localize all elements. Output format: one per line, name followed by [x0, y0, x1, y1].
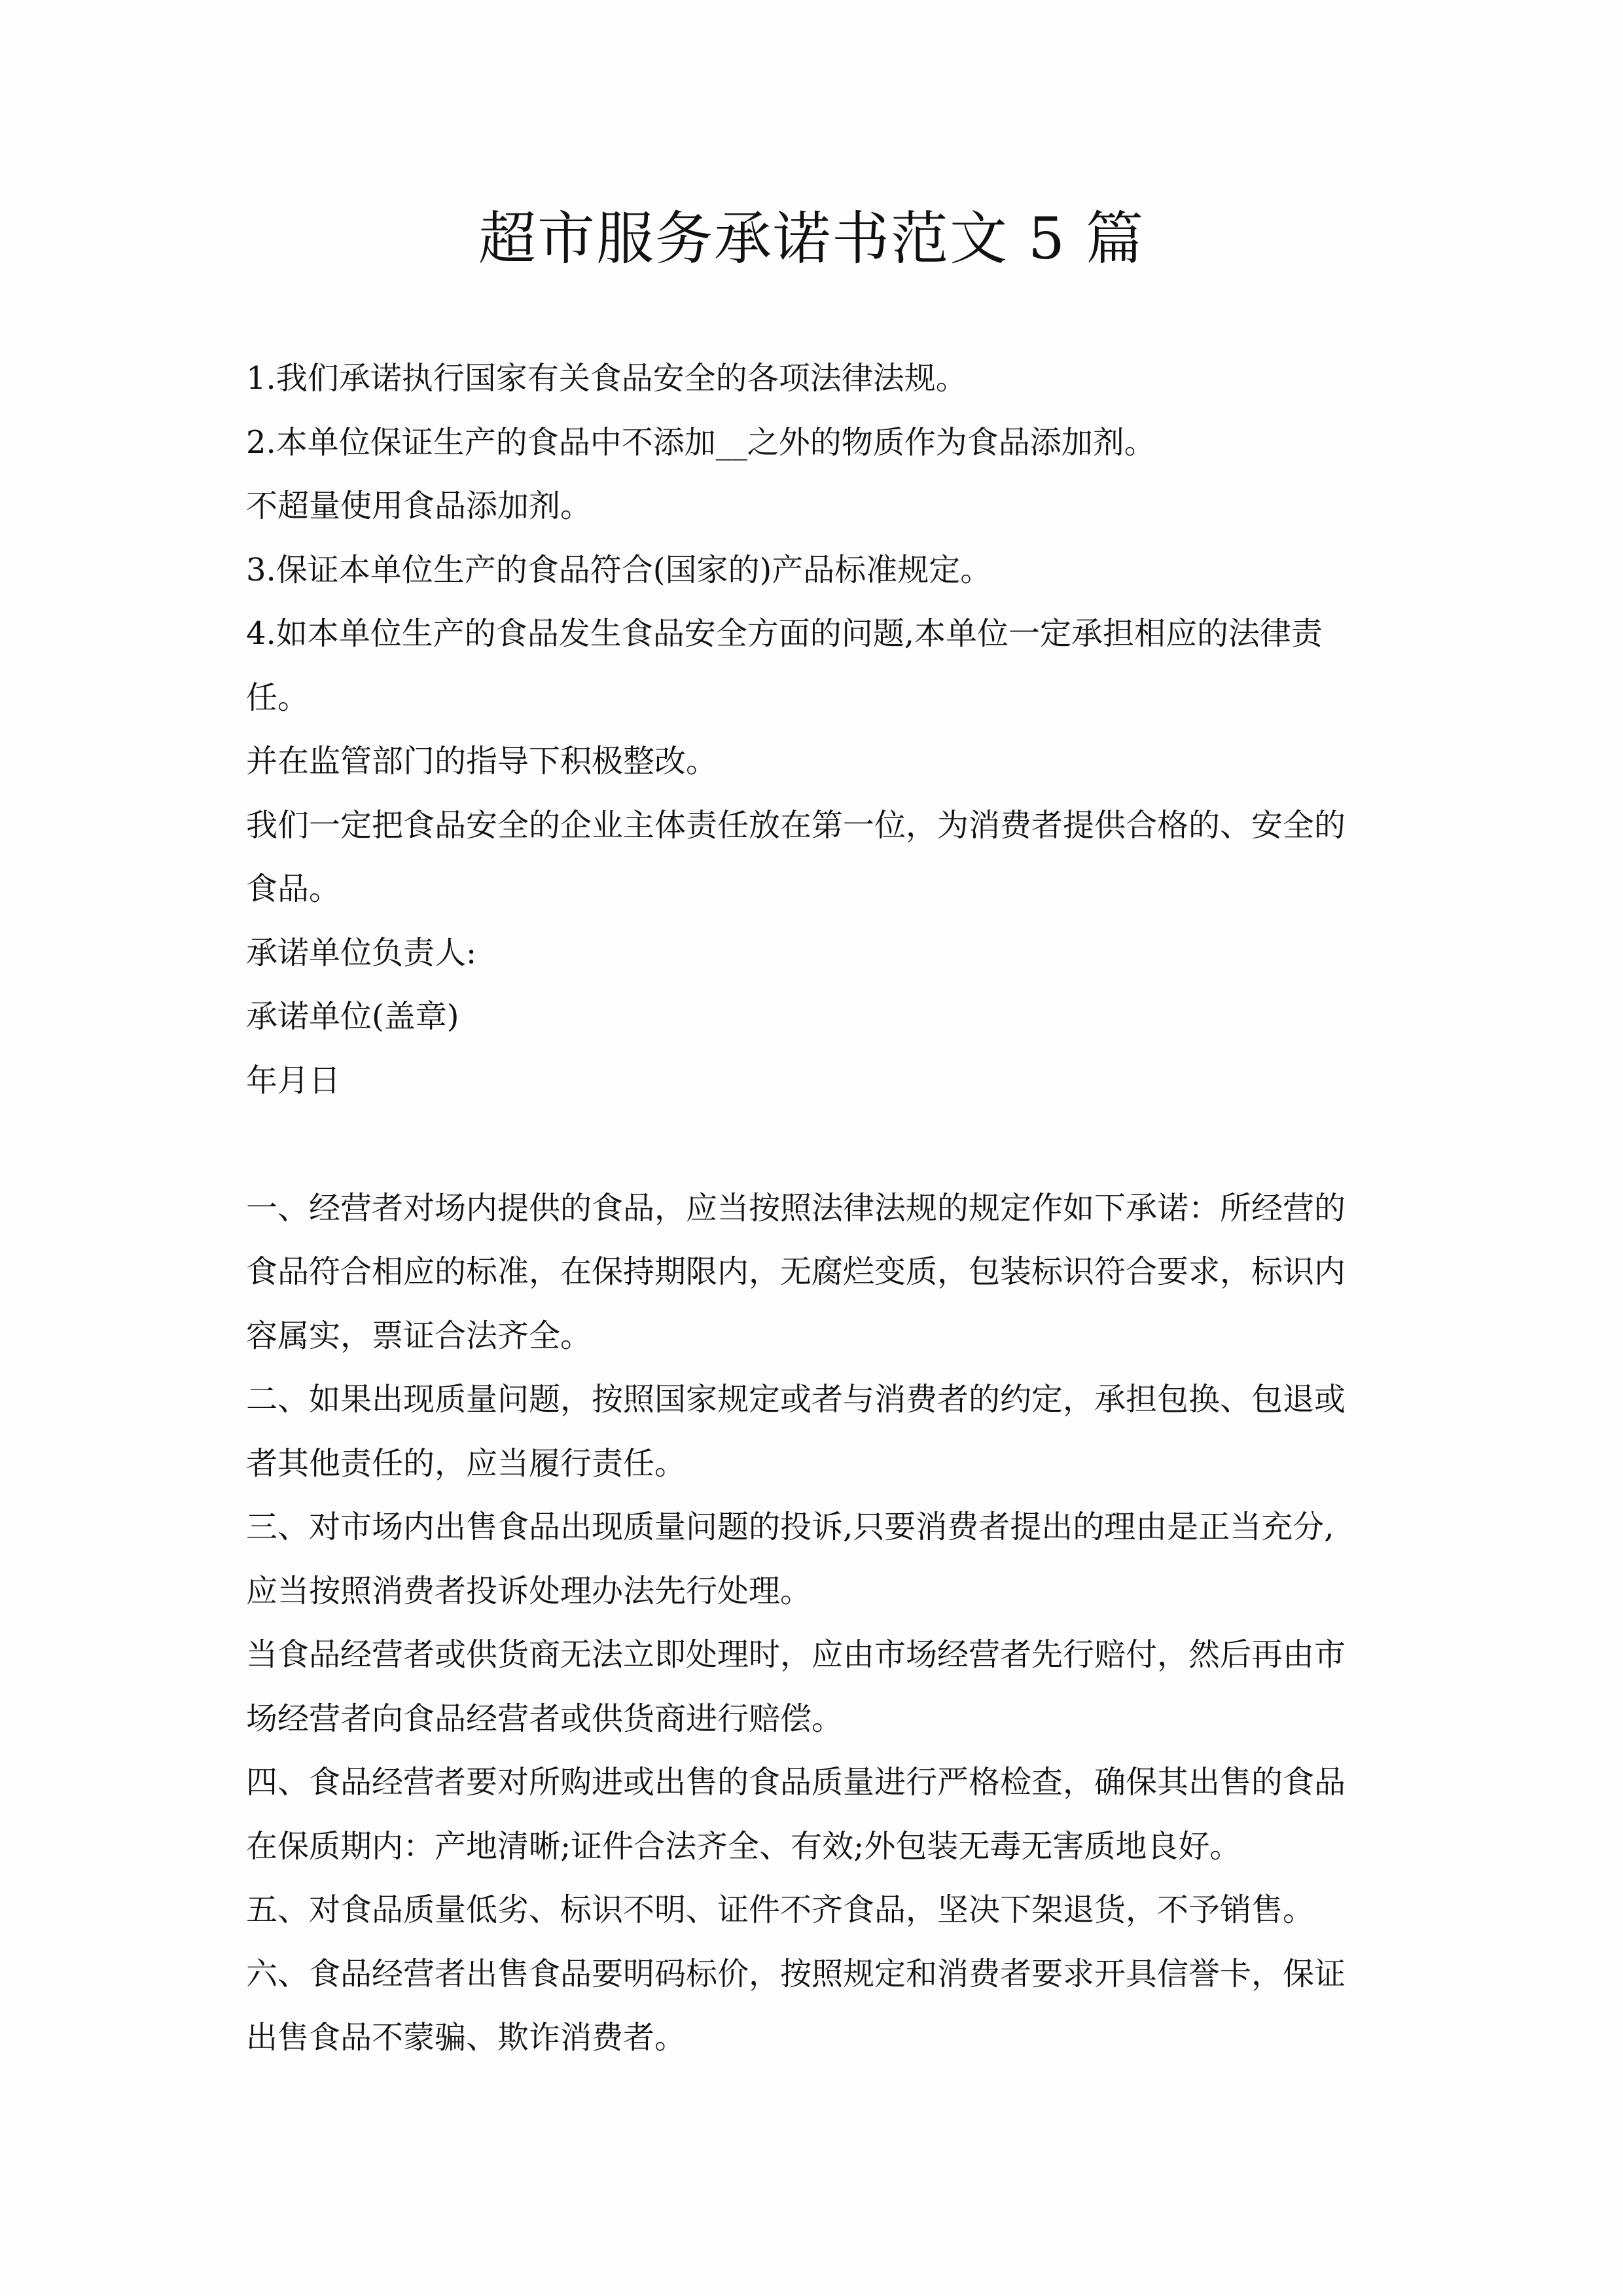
paragraph-line: 我们一定把食品安全的企业主体责任放在第一位，为消费者提供合格的、安全的: [246, 806, 1346, 844]
paragraph-line: 2.本单位保证生产的食品中不添加__之外的物质作为食品添加剂。: [246, 423, 1156, 461]
paragraph-line: 在保质期内：产地清晰;证件合法齐全、有效;外包装无毒无害质地良好。: [246, 1827, 1241, 1865]
date-label: 年月日: [246, 1062, 341, 1099]
paragraph-line: 者其他责任的，应当履行责任。: [246, 1444, 687, 1482]
paragraph-line: 1.我们承诺执行国家有关食品安全的各项法律法规。: [246, 360, 967, 397]
paragraph-line: 三、对市场内出售食品出现质量问题的投诉,只要消费者提出的理由是正当充分,: [246, 1509, 1334, 1545]
paragraph-line: 场经营者向食品经营者或供货商进行赔偿。: [246, 1700, 844, 1737]
paragraph-line: 应当按照消费者投诉处理办法先行处理。: [246, 1572, 812, 1609]
paragraph-line: 五、对食品质量低劣、标识不明、证件不齐食品，坚决下架退货，不予销售。: [246, 1892, 1315, 1928]
document-body: [246, 347, 1385, 2070]
paragraph-line: 食品符合相应的标准，在保持期限内，无腐烂变质，包装标识符合要求，标识内: [246, 1253, 1346, 1290]
paragraph-line: 当食品经营者或供货商无法立即处理时，应由市场经营者先行赔付，然后再由市: [246, 1636, 1346, 1673]
commitment-section-2: [246, 1177, 1385, 2070]
paragraph-line: 不超量使用食品添加剂。: [246, 488, 592, 524]
paragraph-line: 一、经营者对场内提供的食品，应当按照法律法规的规定作如下承诺：所经营的: [246, 1189, 1346, 1227]
section-spacer: [246, 1113, 1385, 1177]
paragraph-line: 容属实，票证合法齐全。: [246, 1317, 592, 1354]
paragraph-line: 四、食品经营者要对所购进或出售的食品质量进行严格检查，确保其出售的食品: [246, 1764, 1346, 1801]
paragraph-line: 二、如果出现质量问题，按照国家规定或者与消费者的约定，承担包换、包退或: [246, 1381, 1346, 1418]
paragraph-line: 并在监管部门的指导下积极整改。: [246, 743, 718, 780]
paragraph-line: 任。: [246, 679, 310, 716]
document-title: 超市服务承诺书范文 5 篇: [478, 205, 1145, 272]
paragraph-line: 3.保证本单位生产的食品符合(国家的)产品标准规定。: [246, 551, 992, 588]
signatory-label: 承诺单位负责人:: [246, 934, 477, 971]
paragraph-line: 出售食品不蒙骗、欺诈消费者。: [246, 2019, 687, 2056]
paragraph-line: 食品。: [246, 870, 341, 907]
seal-label: 承诺单位(盖章): [246, 998, 459, 1035]
commitment-section-1: [246, 347, 1385, 1113]
paragraph-line: 4.如本单位生产的食品发生食品安全方面的问题,本单位一定承担相应的法律责: [246, 615, 1323, 652]
paragraph-line: 六、食品经营者出售食品要明码标价，按照规定和消费者要求开具信誉卡，保证: [246, 1955, 1346, 1992]
